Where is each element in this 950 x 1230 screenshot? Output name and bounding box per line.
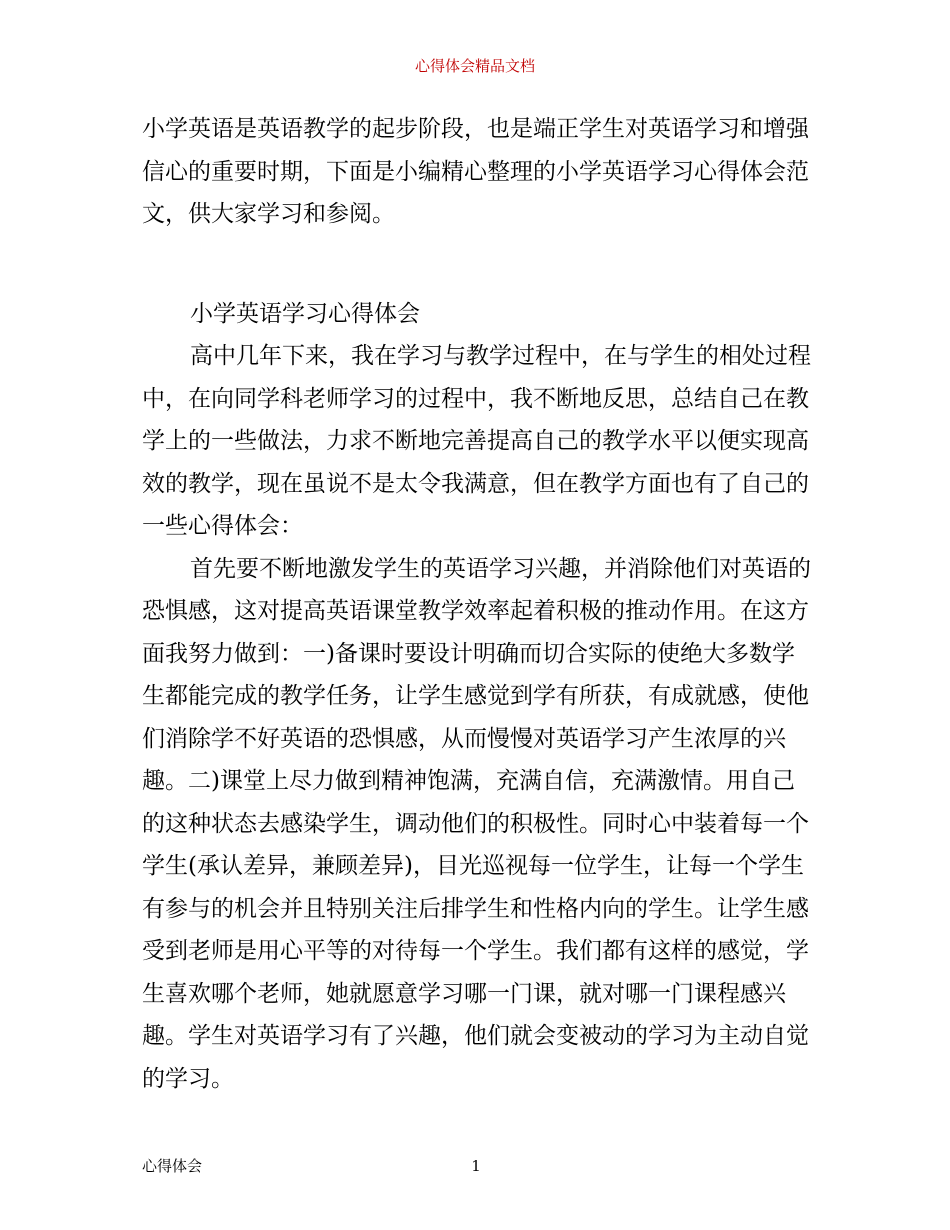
document-body	[142, 108, 812, 1100]
page-header-title: 心得体会精品文档	[414, 57, 535, 75]
page-number: 1	[471, 1157, 481, 1175]
body-paragraph-2: 首先要不断地激发学生的英语学习兴趣，并消除他们对英语的恐惧感，这对提高英语课堂教学效率起着积极的推动作用。在这方面我努力做到：一)备课时要设计明确而切合实际的使绝大多数学生都能完成的教学任务，让学生感觉到学有所获，有成就感，使他们消除学不好英语的恐惧感，从而慢慢对英语学习产生浓厚的兴趣。二)课堂上尽力做到精神饱满，充满自信，充满激情。用自己的这种状态去感染学生，调动他们的积极性。同时心中装着每一个学生(承认差异，兼顾差异)，目光巡视每一位学生，让每一个学生有参与的机会并且特别关注后排学生和性格内向的学生。让学生感受到老师是用心平等的对待每一个学生。我们都有这样的感觉，学生喜欢哪个老师，她就愿意学习哪一门课，就对哪一门课程感兴趣。学生对英语学习有了兴趣，他们就会变被动的学习为主动自觉的学习。	[142, 555, 811, 1092]
section-title: 小学英语学习心得体会	[190, 300, 420, 327]
intro-paragraph: 小学英语是英语教学的起步阶段，也是端正学生对英语学习和增强信心的重要时期，下面是小编精心整理的小学英语学习心得体会范文，供大家学习和参阅。	[142, 116, 809, 227]
body-paragraph-1: 高中几年下来，我在学习与教学过程中，在与学生的相处过程中，在向同学科老师学习的过程中，我不断地反思，总结自己在教学上的一些做法，力求不断地完善提高自己的教学水平以便实现高效的教学，现在虽说不是太令我满意，但在教学方面也有了自己的一些心得体会：	[142, 343, 811, 539]
footer-label: 心得体会	[142, 1157, 203, 1175]
